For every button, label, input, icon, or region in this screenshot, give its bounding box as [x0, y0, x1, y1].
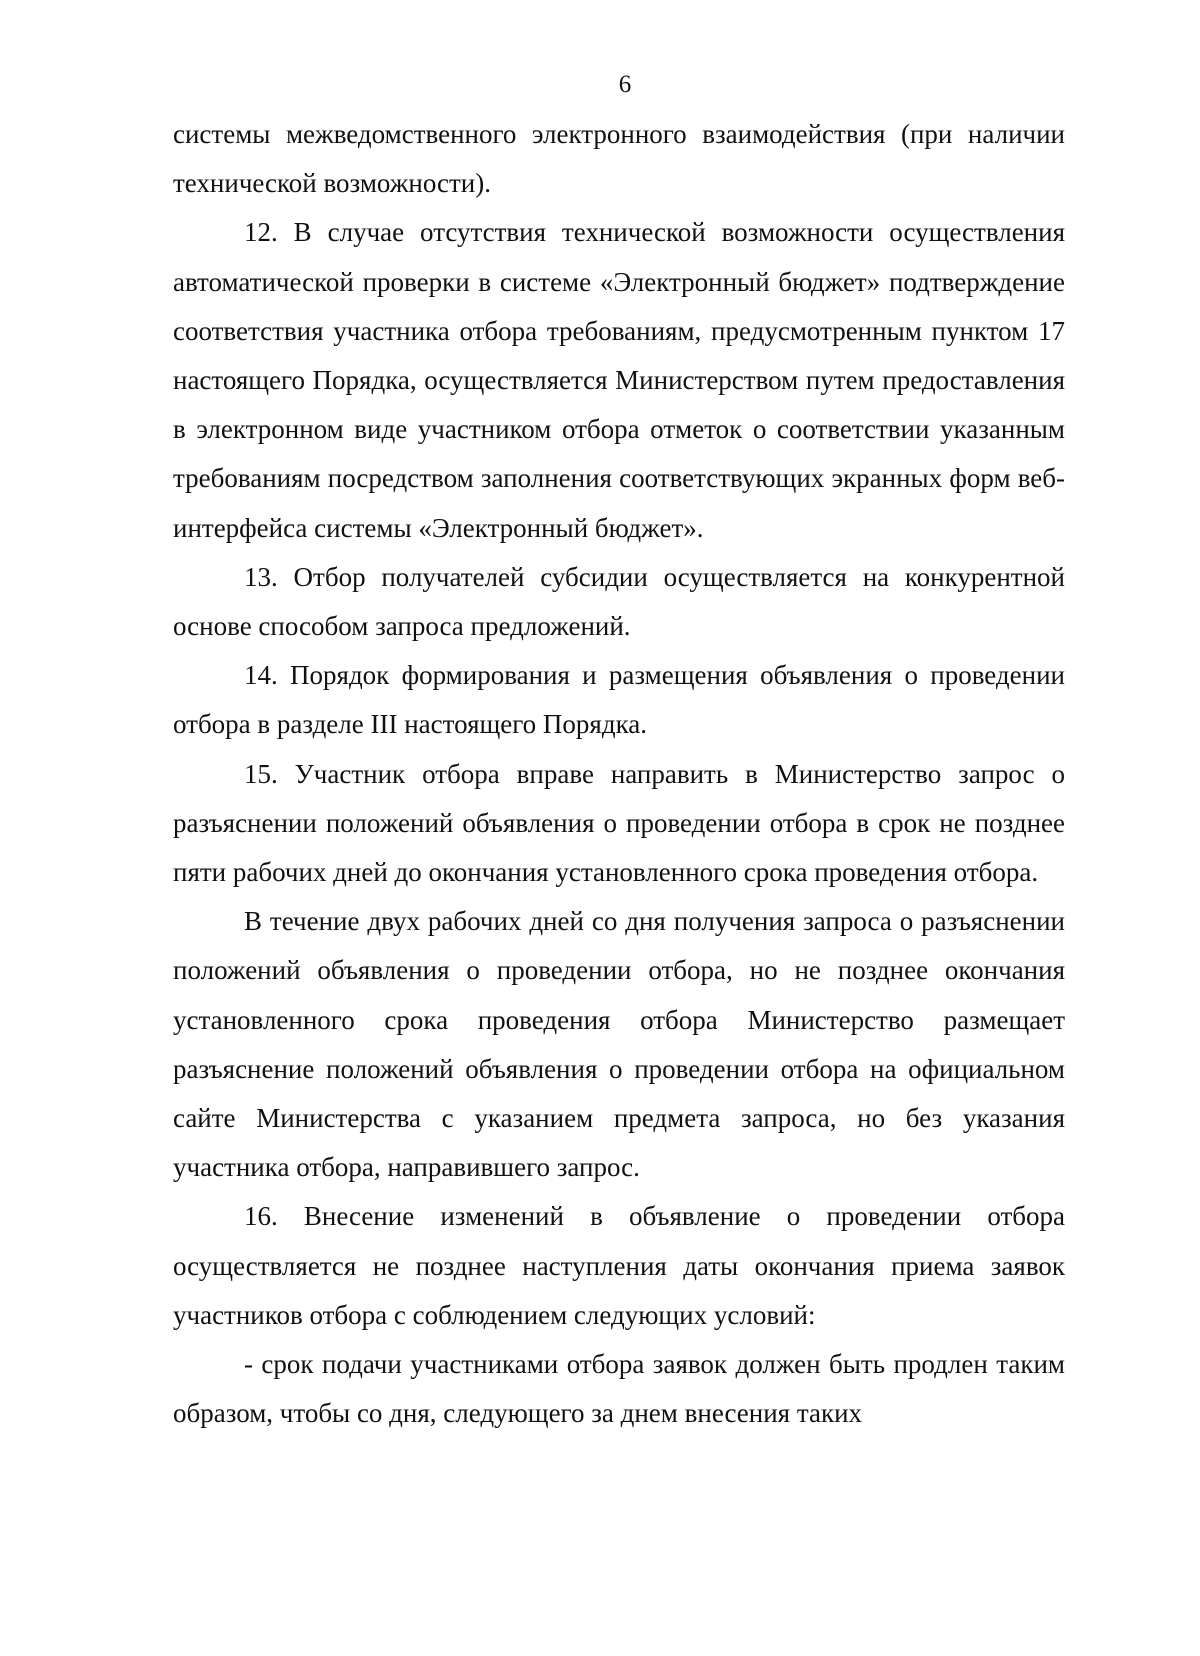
paragraph-16-condition: - срок подачи участниками отбора заявок должен быть продлен таким образом, чтобы со дня, следующего за днем внесения таких	[173, 1349, 1065, 1429]
page-number: 6	[618, 71, 632, 98]
document-body	[173, 110, 1065, 1438]
paragraph-15: 15. Участник отбора вправе направить в Министерство запрос о разъяснении положений объявления о проведении отбора в срок не позднее пяти рабочих дней до окончания установленного срока проведения отбора.	[173, 758, 1065, 888]
paragraph-15-clarification: В течение двух рабочих дней со дня получения запроса о разъяснении положений объявления о проведении отбора, но не позднее окончания установленного срока проведения отбора Министерство размещает разъяснение положений объявления о проведении отбора на официальном сайте Министерства с указанием предмета запроса, но без указания участника отбора, направившего запрос.	[173, 906, 1065, 1183]
paragraph-13: 13. Отбор получателей субсидии осуществляется на конкурентной основе способом запроса предложений.	[173, 561, 1065, 642]
paragraph-14: 14. Порядок формирования и размещения объявления о проведении отбора в разделе III настоящего Порядка.	[173, 660, 1065, 740]
paragraph-12: 12. В случае отсутствия технической возможности осуществления автоматической проверки в системе «Электронный бюджет» подтверждение соответствия участника отбора требованиям, предусмотренным пунктом 17 настоящего Порядка, осуществляется Министерством путем предоставления в электронном виде участником отбора отметок о соответствии указанным требованиям посредством заполнения соответствующих экранных форм веб-интерфейса системы «Электронный бюджет».	[173, 217, 1065, 543]
paragraph-continuation: системы межведомственного электронного взаимодействия (при наличии технической возможности).	[173, 119, 1065, 199]
paragraph-16: 16. Внесение изменений в объявление о проведении отбора осуществляется не позднее наступления даты окончания приема заявок участников отбора с соблюдением следующих условий:	[173, 1201, 1065, 1330]
